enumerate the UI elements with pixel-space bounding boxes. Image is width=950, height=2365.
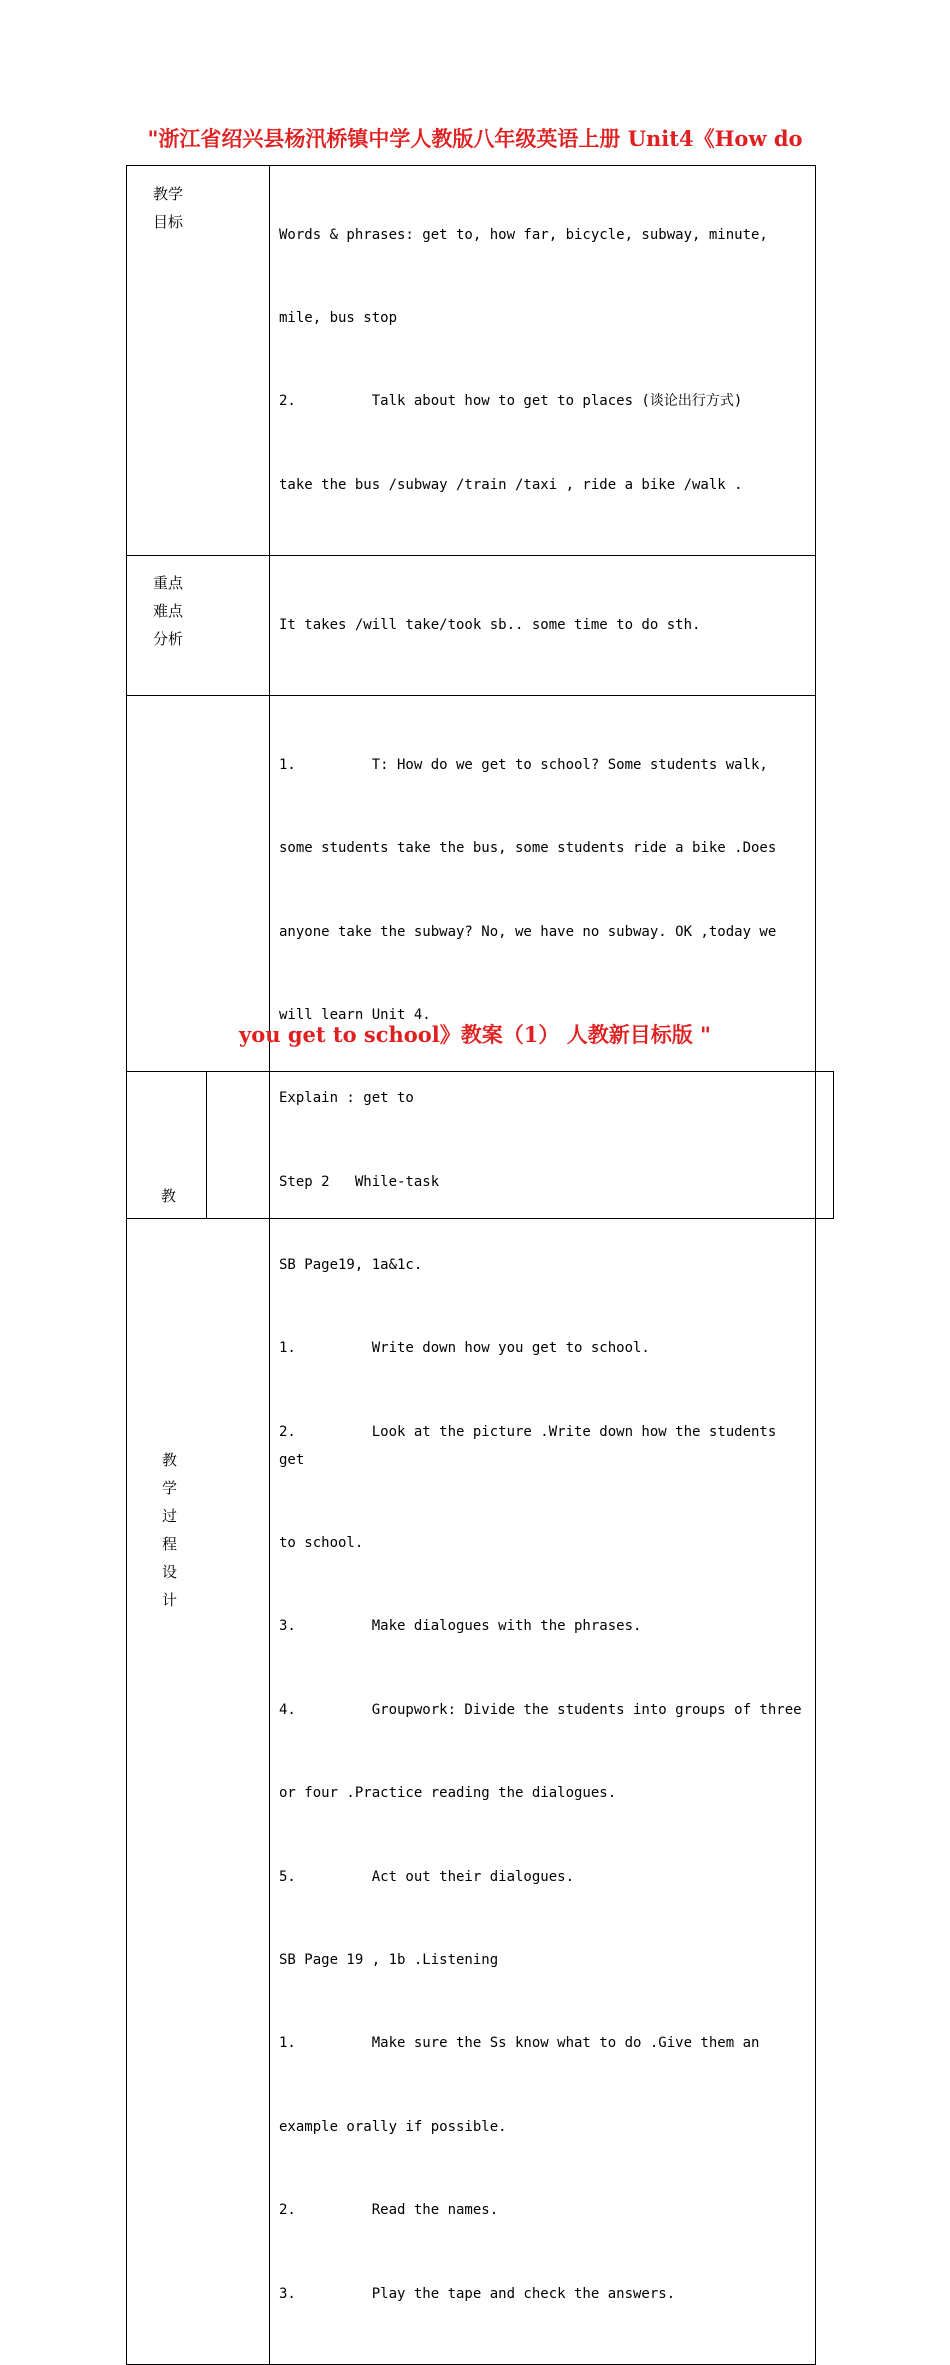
objectives-label-cell (127, 166, 270, 556)
process-line: SB Page19, 1a&1c. (279, 1257, 423, 1274)
objectives-content-cell (270, 166, 816, 556)
objectives-label-line1: 教学 (153, 185, 184, 203)
process-line: will learn Unit 4. (279, 1006, 431, 1023)
document-title-part1: "浙江省绍兴县杨汛桥镇中学人教版八年级英语上册 Unit4《How do (147, 126, 803, 151)
objectives-line: take the bus /subway /train /taxi , ride a bike /walk . (279, 476, 743, 493)
continuation-content-cell (207, 1072, 834, 1219)
process-line: Step 2 While-task (279, 1173, 440, 1190)
process-line: Explain : get to (279, 1090, 414, 1107)
process-label-char: 程 (162, 1535, 178, 1554)
process-line: 2. Read the names. (279, 2202, 499, 2219)
process-content-cell (270, 696, 816, 2365)
key-points-line: It takes /will take/took sb.. some time to do sth. (279, 616, 701, 633)
process-line: 1. T: How do we get to school? Some students walk, (279, 756, 768, 773)
continuation-label-cell (127, 1072, 207, 1219)
continuation-row (127, 1072, 834, 1219)
process-row (127, 696, 816, 2365)
key-points-content-cell (270, 556, 816, 696)
objectives-line: Words & phrases: get to, how far, bicycle, subway, minute, (279, 226, 768, 243)
continuation-label-char: 教 (161, 1187, 177, 1205)
process-label-char: 设 (162, 1563, 178, 1582)
process-line: anyone take the subway? No, we have no subway. OK ,today we (279, 923, 777, 940)
process-line: to school. (279, 1535, 364, 1552)
process-line: some students take the bus, some students ride a bike .Does (279, 840, 777, 857)
process-label-char: 学 (162, 1479, 178, 1498)
process-line: or four .Practice reading the dialogues. (279, 1785, 617, 1802)
key-points-label-line1: 重点 (153, 574, 184, 593)
process-label-char: 计 (162, 1591, 178, 1610)
process-line: example orally if possible. (279, 2118, 507, 2135)
document-title-part2: you get to school》教案（1） 人教新目标版 " (239, 1022, 711, 1047)
key-points-label-line3: 分析 (153, 630, 184, 649)
key-points-label-cell (127, 556, 270, 696)
process-line: 3. Play the tape and check the answers. (279, 2285, 676, 2302)
process-label-char: 过 (162, 1507, 178, 1526)
objectives-content (270, 166, 815, 555)
process-line: 1. Make sure the Ss know what to do .Give them an (279, 2035, 760, 2052)
objectives-line: mile, bus stop (279, 309, 398, 326)
objectives-line: 2. Talk about how to get to places (谈论出行方式) (279, 393, 743, 410)
continuation-table (126, 1071, 834, 1219)
process-label-char: 教 (162, 1451, 178, 1470)
key-points-row (127, 556, 816, 696)
process-line: 4. Groupwork: Divide the students into groups of three (279, 1701, 802, 1718)
key-points-content (270, 556, 815, 695)
process-content (270, 696, 815, 2364)
lesson-plan-table (126, 165, 816, 2365)
process-line: 3. Make dialogues with the phrases. (279, 1618, 642, 1635)
objectives-label-line2: 目标 (153, 213, 184, 231)
process-line: 2. Look at the picture .Write down how the students get (279, 1423, 785, 1468)
process-line: 5. Act out their dialogues. (279, 1868, 575, 1885)
process-line: 1. Write down how you get to school. (279, 1340, 650, 1357)
key-points-label-line2: 难点 (153, 602, 184, 621)
process-line: SB Page 19 , 1b .Listening (279, 1952, 499, 1968)
process-label-cell (127, 696, 270, 2365)
objectives-row (127, 166, 816, 556)
